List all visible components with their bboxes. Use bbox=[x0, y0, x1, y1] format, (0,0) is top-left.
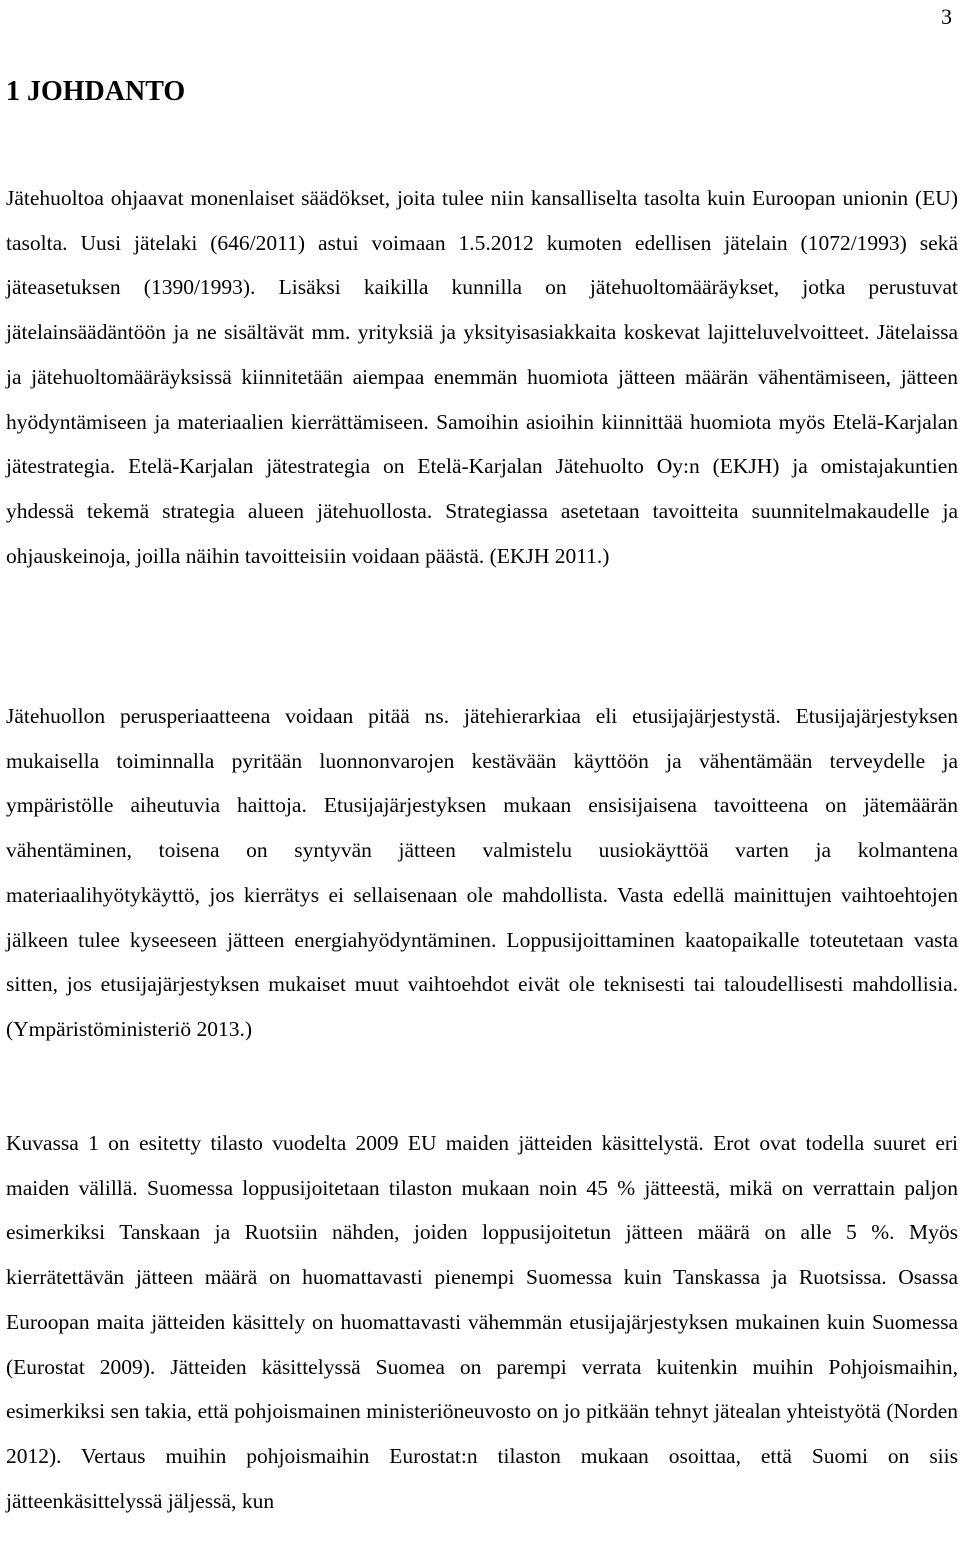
paragraph-regulations: Jätehuoltoa ohjaavat monenlaiset säädökset, joita tulee niin kansalliselta tasolta kuin Euroopan unionin (EU) tasolta. Uusi jätelaki (646/2011) astui voimaan 1.5.2012 kumoten edellisen jätelain (1072/1993) sekä jäteasetuksen (1390/1993). Lisäksi kaikilla kunnilla on jätehuoltomääräykset, jotka perustuvat jätelainsäädäntöön ja ne sisältävät mm. yrityksiä ja yksityisasiakkaita koskevat lajitteluvelvoitteet. Jätelaissa ja jätehuoltomääräyksissä kiinnitetään aiempaa enemmän huomiota jätteen määrän vähentämiseen, jätteen hyödyntämiseen ja materiaalien kierrättämiseen. Samoihin asioihin kiinnittää huomiota myös Etelä-Karjalan jätestrategia. Etelä-Karjalan jätestrategia on Etelä-Karjalan Jätehuolto Oy:n (EKJH) ja omistajakuntien yhdessä tekemä strategia alueen jätehuollosta. Strategiassa asetetaan tavoitteita suunnitelmakaudelle ja ohjauskeinoja, joilla näihin tavoitteisiin voidaan päästä. (EKJH 2011.) bbox=[6, 186, 958, 568]
paragraph-waste-hierarchy: Jätehuollon perusperiaatteena voidaan pitää ns. jätehierarkiaa eli etusijajärjestystä. Etusijajärjestyksen mukaisella toiminnalla pyritään luonnonvarojen kestävään käyttöön ja vähentämään terveydelle ja ympäristölle aiheutuvia haittoja. Etusijajärjestyksen mukaan ensisijaisena tavoitteena on jätemäärän vähentäminen, toisena on syntyvän jätteen valmistelu uusiokäyttöä varten ja kolmantena materiaalihyötykäyttö, jos kierrätys ei sellaisenaan ole mahdollista. Vasta edellä mainittujen vaihtoehtojen jälkeen tulee kyseeseen jätteen energiahyödyntäminen. Loppusijoittaminen kaatopaikalle toteutetaan vasta sitten, jos etusijajärjestyksen mukaiset muut vaihtoehdot eivät ole teknisesti tai taloudellisesti mahdollisia. (Ympäristöministeriö 2013.) bbox=[6, 704, 958, 1041]
page-number: 3 bbox=[941, 4, 952, 29]
chapter-heading: 1 JOHDANTO bbox=[6, 76, 186, 107]
paragraph-eu-statistics: Kuvassa 1 on esitetty tilasto vuodelta 2009 EU maiden jätteiden käsittelystä. Erot ovat todella suuret eri maiden välillä. Suomessa loppusijoitetaan tilaston mukaan noin 45 % jätteestä, mikä on verrattain paljon esimerkiksi Tanskaan ja Ruotsiin nähden, joiden loppusijoitetun jätteen määrä on alle 5 %. Myös kierrätettävän jätteen määrä on huomattavasti pienempi Suomessa kuin Tanskassa ja Ruotsissa. Osassa Euroopan maita jätteiden käsittely on huomattavasti vähemmän etusijajärjestyksen mukainen kuin Suomessa (Eurostat 2009). Jätteiden käsittelyssä Suomea on parempi verrata kuitenkin muihin Pohjoismaihin, esimerkiksi sen takia, että pohjoismainen ministeriöneuvosto on jo pitkään tehnyt jätealan yhteistyötä (Norden 2012). Vertaus muihin pohjoismaihin Eurostat:n tilaston mukaan osoittaa, että Suomi on siis jätteenkäsittelyssä jäljessä, kun bbox=[6, 1131, 958, 1513]
